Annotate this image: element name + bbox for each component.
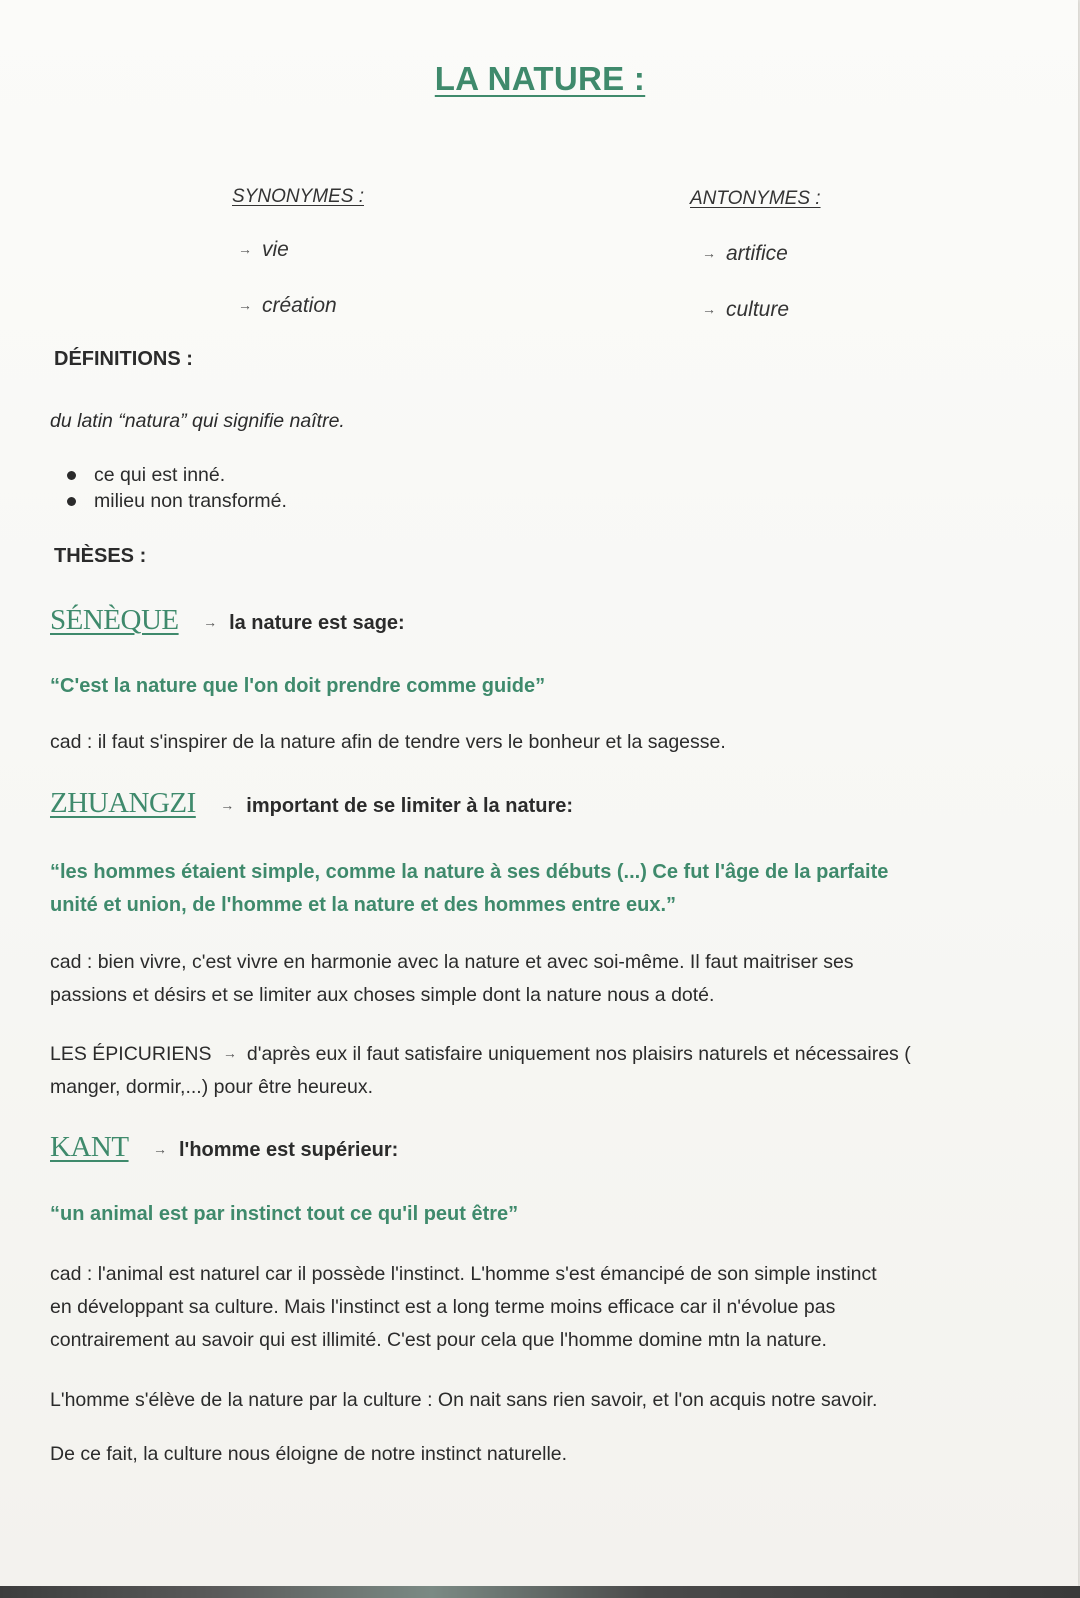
epicuriens-text: d'après eux il faut satisfaire uniquement nos plaisirs naturels et nécessaires ( xyxy=(246,1043,911,1065)
arrow-icon: → xyxy=(222,1045,237,1061)
arrow-icon: → xyxy=(203,614,218,630)
seneque-row xyxy=(50,604,405,637)
thesis-statement xyxy=(220,795,573,817)
kant-explanation-line: en développant sa culture. Mais l'instinct est a long terme moins efficace car il n'évolue pas xyxy=(50,1296,836,1318)
kant-quote: “un animal est par instinct tout ce qu'il peut être” xyxy=(50,1203,519,1225)
arrow-icon: → xyxy=(238,241,252,257)
theses-heading: THÈSES : xyxy=(54,545,147,567)
thesis-text: la nature est sage: xyxy=(229,612,405,634)
synonyme-text: vie xyxy=(262,238,289,261)
seneque-quote: “C'est la nature que l'on doit prendre comme guide” xyxy=(50,675,546,697)
epicuriens-name: LES ÉPICURIENS xyxy=(50,1043,212,1065)
antonyme-item xyxy=(702,298,789,322)
list-item: ce qui est inné. xyxy=(58,462,287,488)
antonyme-item xyxy=(702,242,788,266)
antonyme-text: culture xyxy=(726,298,790,321)
thesis-statement xyxy=(153,1139,398,1161)
philosopher-name: KANT xyxy=(50,1131,129,1163)
arrow-icon: → xyxy=(238,297,252,313)
antonymes-heading: ANTONYMES : xyxy=(690,188,821,209)
synonyme-item xyxy=(238,238,289,262)
philosopher-name: ZHUANGZI xyxy=(50,787,196,819)
kant-explanation-line: contrairement au savoir qui est illimité. C'est pour cela que l'homme domine mtn la nature. xyxy=(50,1329,827,1351)
list-item: milieu non transformé. xyxy=(58,488,287,514)
bottom-edge xyxy=(0,1586,1080,1598)
zhuangzi-row xyxy=(50,787,573,820)
arrow-icon: → xyxy=(220,797,235,813)
antonyme-text: artifice xyxy=(726,242,788,265)
definitions-heading: DÉFINITIONS : xyxy=(54,348,193,370)
epicuriens-line: manger, dormir,...) pour être heureux. xyxy=(50,1076,373,1098)
thesis-text: l'homme est supérieur: xyxy=(179,1139,399,1161)
zhuangzi-explanation-line: passions et désirs et se limiter aux choses simple dont la nature nous a doté. xyxy=(50,984,715,1006)
page-title: LA NATURE : xyxy=(434,60,646,97)
arrow-icon: → xyxy=(153,1141,167,1157)
thesis-statement xyxy=(203,612,405,634)
kant-explanation-line: cad : l'animal est naturel car il possède l'instinct. L'homme s'est émancipé de son simple instinct xyxy=(50,1263,877,1285)
seneque-explanation: cad : il faut s'inspirer de la nature afin de tendre vers le bonheur et la sagesse. xyxy=(50,731,726,753)
zhuangzi-quote-line: “les hommes étaient simple, comme la nature à ses débuts (...) Ce fut l'âge de la parfaite xyxy=(50,861,889,883)
arrow-icon: → xyxy=(702,301,716,317)
kant-conclusion: De ce fait, la culture nous éloigne de notre instinct naturelle. xyxy=(50,1443,568,1465)
zhuangzi-quote-line: unité et union, de l'homme et la nature et des hommes entre eux.” xyxy=(50,894,676,916)
kant-row xyxy=(50,1131,398,1164)
philosopher-name: SÉNÈQUE xyxy=(50,604,179,636)
etymology-text: du latin “natura” qui signifie naître. xyxy=(50,410,345,432)
synonymes-heading: SYNONYMES : xyxy=(232,186,364,207)
definition-bullet-list xyxy=(58,462,287,514)
epicuriens-line xyxy=(50,1038,911,1072)
zhuangzi-explanation-line: cad : bien vivre, c'est vivre en harmonie avec la nature et avec soi-même. Il faut maitriser ses xyxy=(50,951,854,973)
kant-conclusion: L'homme s'élève de la nature par la culture : On nait sans rien savoir, et l'on acquis notre savoir. xyxy=(50,1389,878,1411)
arrow-icon: → xyxy=(702,245,716,261)
synonyme-item xyxy=(238,294,337,318)
thesis-text: important de se limiter à la nature: xyxy=(246,795,574,817)
synonyme-text: création xyxy=(262,294,337,317)
